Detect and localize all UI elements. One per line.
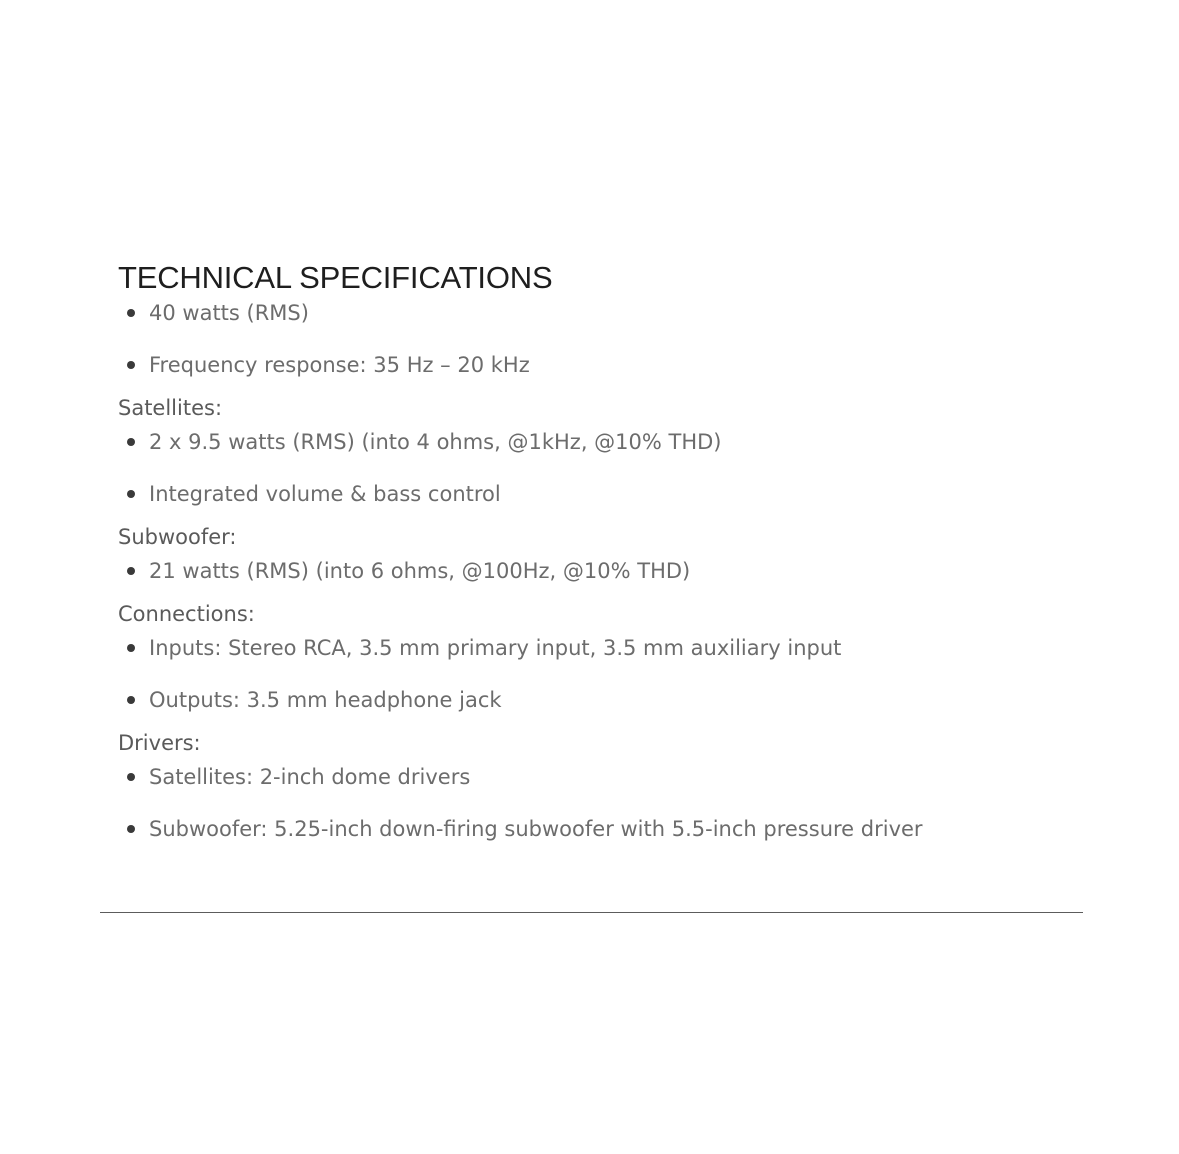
list-item-text: 2 x 9.5 watts (RMS) (into 4 ohms, @1kHz, @10% THD)	[149, 430, 722, 454]
spec-list	[118, 633, 1098, 728]
list-item	[118, 479, 1098, 522]
page-title: TECHNICAL SPECIFICATIONS	[118, 260, 553, 295]
spec-list	[118, 556, 1098, 599]
spec-list	[118, 427, 1098, 522]
bullet-icon	[127, 309, 135, 317]
bullet-icon	[127, 773, 135, 781]
list-item	[118, 633, 1098, 685]
spec-sheet	[118, 258, 1098, 857]
spec-group-subwoofer	[118, 522, 1098, 599]
list-item-text: 40 watts (RMS)	[149, 301, 309, 325]
list-item	[118, 350, 1098, 393]
bullet-icon	[127, 825, 135, 833]
group-label: Connections:	[118, 602, 255, 626]
list-item-text: Outputs: 3.5 mm headphone jack	[149, 688, 502, 712]
spec-group-connections	[118, 599, 1098, 728]
list-item	[118, 298, 1098, 350]
list-item	[118, 762, 1098, 814]
list-item	[118, 685, 1098, 728]
divider	[100, 912, 1083, 913]
group-label: Satellites:	[118, 396, 223, 420]
group-label: Subwoofer:	[118, 525, 237, 549]
list-item-text: Inputs: Stereo RCA, 3.5 mm primary input, 3.5 mm auxiliary input	[149, 636, 842, 660]
bullet-icon	[127, 438, 135, 446]
list-item-text: Subwoofer: 5.25-inch down-firing subwoofer with 5.5-inch pressure driver	[149, 817, 923, 841]
list-item	[118, 427, 1098, 479]
spec-group-satellites	[118, 393, 1098, 522]
list-item-text: Integrated volume & bass control	[149, 482, 501, 506]
bullet-icon	[127, 696, 135, 704]
bullet-icon	[127, 567, 135, 575]
bullet-icon	[127, 361, 135, 369]
spec-group-drivers	[118, 728, 1098, 857]
bullet-icon	[127, 644, 135, 652]
list-item	[118, 556, 1098, 599]
list-item-text: Satellites: 2-inch dome drivers	[149, 765, 471, 789]
group-label: Drivers:	[118, 731, 201, 755]
spec-list	[118, 762, 1098, 857]
list-item	[118, 814, 1098, 857]
general-specs-list	[118, 298, 1098, 393]
list-item-text: 21 watts (RMS) (into 6 ohms, @100Hz, @10% THD)	[149, 559, 691, 583]
list-item-text: Frequency response: 35 Hz – 20 kHz	[149, 353, 530, 377]
bullet-icon	[127, 490, 135, 498]
